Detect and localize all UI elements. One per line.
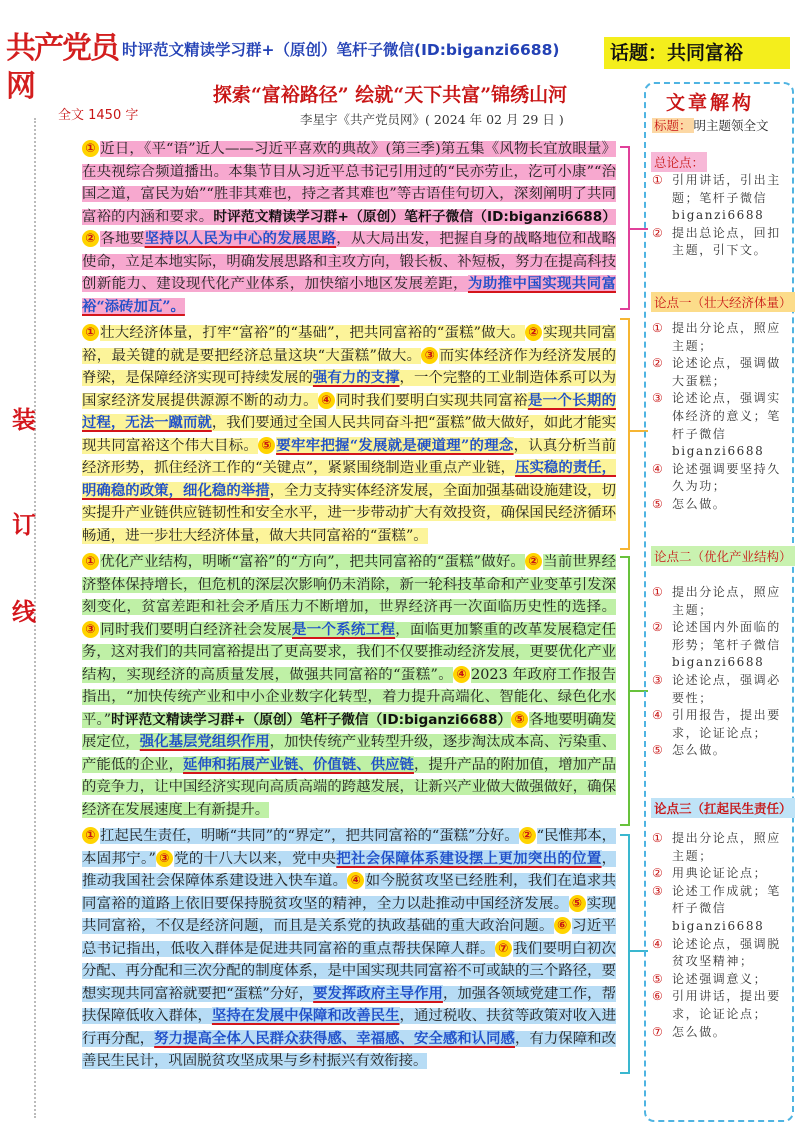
analysis-item-number: ① — [652, 831, 663, 845]
analysis-item-number: ⑤ — [652, 971, 663, 986]
analysis-item-number: ⑦ — [652, 1024, 663, 1039]
analysis-item — [652, 619, 790, 672]
key-phrase: 是一个系统工程 — [292, 620, 396, 638]
analysis-item-number: ① — [652, 321, 663, 335]
analysis-item — [652, 936, 790, 971]
analysis-item-text: 怎么做。 — [672, 496, 727, 511]
sentence-number-badge: ① — [82, 553, 99, 570]
analysis-item-text: 论述强调意义； — [672, 971, 768, 986]
key-phrase: 坚持以人民为中心的发展思路 — [144, 230, 337, 247]
section-bracket — [620, 556, 630, 826]
section-list — [652, 830, 790, 1041]
analysis-item-number: ③ — [652, 391, 663, 406]
sentence-text: ，加快传统产业转型升级，逐步淘汰成本高、污染重、产能低的企业， — [82, 734, 616, 773]
sentence-text: 2023 年政府工作报告指出，“加快传统产业和中小企业数字化转型，着力提升高端化、智能化、绿色化水平。” — [82, 666, 617, 728]
analysis-item-number: ⑤ — [652, 743, 663, 758]
analysis-item-number: ④ — [652, 936, 663, 951]
analysis-item-number: ② — [652, 356, 663, 371]
sentence-number-badge: ④ — [347, 872, 364, 889]
analysis-item-number: ① — [652, 173, 663, 187]
title-note: 明主题领全文 — [693, 118, 769, 133]
section-head-one: 论点一（壮大经济体量） — [651, 292, 795, 312]
analysis-item-text: 引用讲话，提出要求，论证论点； — [672, 989, 781, 1021]
analysis-item — [652, 1024, 790, 1042]
sentence-number-badge: ⑦ — [495, 940, 512, 957]
key-phrase: 延伸和拓展产业链、价值链、供应链 — [183, 755, 414, 773]
sentence-text: 而实体经济作为经济发展的脊梁，是保障经济实现可持续发展的 — [82, 347, 616, 386]
analysis-item-number: ④ — [652, 461, 663, 476]
key-phrase: 压实稳的责任，明确稳的政策，细化稳的举措 — [82, 459, 616, 499]
section-list — [652, 320, 790, 514]
analysis-item-text: 提出分论点，照应主题； — [672, 321, 781, 353]
section-head-total: 总论点： — [651, 152, 707, 172]
analysis-item-number: ④ — [652, 708, 663, 723]
section-bracket — [620, 146, 630, 310]
section-bracket — [620, 318, 630, 550]
sentence-text: ，加强各领域党建工作，帮扶保障低收入群体， — [82, 985, 616, 1024]
sentence-text: 当前世界经济整体保持增长，但危机的深层次影响仍未消除，新一轮科技革命和产业变革引发深刻变化，贫富差距和社会矛盾压力不断增加，世界经济再一次面临历史性的选择。 — [82, 554, 616, 615]
sentence-text: ，推动我国社会保障体系建设进入快车道。 — [82, 850, 616, 889]
sentence-text: ，面临更加繁重的改革发展稳定任务，这对我们的共同富裕提出了更高要求，我们不仅要推动经济发展，更要优化产业结构，实现经济的高质量发展，做强共同富裕的“蛋糕”。 — [82, 621, 616, 683]
sentence-number-badge: ③ — [421, 347, 438, 364]
analysis-item-text: 引用讲话，引出主题；笔杆子微信 biganzi6688 — [672, 173, 781, 223]
title-tag: 标题： — [654, 118, 692, 133]
analysis-item — [652, 742, 790, 760]
sentence-text: 优化产业结构，明晰“富裕”的“方向”，把共同富裕的“蛋糕”做好。 — [100, 554, 526, 570]
sentence-number-badge: ③ — [156, 850, 173, 867]
site-logo: 共产党员网 — [6, 31, 118, 104]
article-paragraph — [82, 138, 616, 318]
analysis-item — [652, 355, 790, 390]
analysis-item-text: 论述论点，强调做大蛋糕； — [672, 356, 781, 388]
key-phrase: 强有力的支撑 — [312, 369, 400, 386]
analysis-title: 文章解构 — [666, 92, 755, 114]
analysis-item-text: 引用报告，提出要求，论证论点； — [672, 708, 781, 740]
sentence-text: 习近平总书记指出，低收入群体是促进共同富裕的重点帮扶保障人群。 — [82, 918, 616, 957]
binding-char: 订 — [12, 511, 36, 539]
analysis-item-number: ① — [652, 585, 663, 599]
sentence-text: 各地要明确发展定位， — [82, 711, 616, 750]
analysis-item — [652, 172, 790, 225]
analysis-item — [652, 672, 790, 707]
key-phrase: 努力提高全体人民群众获得感、幸福感、安全感和认同感 — [154, 1029, 515, 1047]
sentence-text: 党的十八大以来，党中央 — [173, 850, 337, 867]
analysis-item — [652, 865, 790, 883]
sentence-text: ，我们要通过全国人民共同奋斗把“蛋糕”做大做好，如此才能实现共同富裕这个伟大目标。 — [82, 415, 616, 454]
sentence-number-badge: ② — [82, 230, 99, 247]
analysis-item-text: 论述强调要坚持久久为功； — [672, 461, 781, 494]
sentence-number-badge: ① — [82, 324, 99, 341]
sentence-text: 同时我们要明白经济社会发展 — [100, 621, 292, 638]
analysis-item-number: ② — [652, 225, 663, 240]
analysis-item — [652, 461, 790, 496]
binding-char: 装 — [12, 406, 36, 434]
sentence-number-badge: ⑤ — [511, 711, 528, 728]
analysis-item-text: 提出总论点，回扣主题，引下文。 — [672, 225, 781, 258]
sentence-number-badge: ③ — [82, 621, 99, 638]
sentence-number-badge: ① — [82, 827, 99, 844]
analysis-item-number: ③ — [652, 883, 663, 898]
analysis-item-number: ② — [652, 620, 663, 635]
sentence-number-badge: ② — [519, 827, 536, 844]
key-phrase: 要牢牢把握“发展就是硬道理”的理念 — [276, 436, 514, 454]
analysis-item-text: 论述论点，强调必要性； — [672, 672, 781, 705]
sentence-text: ，通过税收、扶贫等政策对收入进行再分配， — [82, 1008, 616, 1047]
analysis-item-text: 用典论证论点； — [672, 866, 768, 881]
key-phrase: 是一个长期的过程，无法一蹴而就 — [82, 391, 616, 431]
analysis-item — [652, 225, 790, 260]
analysis-item — [652, 971, 790, 989]
key-phrase: 强化基层党组织作用 — [139, 733, 270, 750]
sentence-number-badge: ② — [525, 553, 542, 570]
sentence-text: 实现共同富裕，不仅是经济问题，而且是关系党的执政基础的重大政治问题。 — [82, 895, 616, 934]
key-phrase: 要发挥政府主导作用 — [313, 984, 443, 1002]
promo-line: 时评范文精读学习群+（原创）笔杆子微信（ID:biganzi6688） — [213, 208, 616, 225]
analysis-item-number: ⑤ — [652, 496, 663, 511]
analysis-item-number: ② — [652, 866, 663, 881]
analysis-item — [652, 883, 790, 936]
section-list — [652, 584, 790, 760]
analysis-item-text: 怎么做。 — [672, 1024, 727, 1039]
sentence-text: ，从大局出发，把握自身的战略地位和战略使命，立足本地实际，明确发展思路和主攻方向，锻长板、补短板，努力在提高科技创新能力、建设现代化产业体系，加快缩小地区发展差距， — [82, 231, 616, 292]
sentence-number-badge: ④ — [453, 666, 470, 683]
analysis-item — [652, 320, 790, 355]
analysis-item-text: 提出分论点，照应主题； — [672, 831, 781, 863]
analysis-item-text: 论述论点，强调脱贫攻坚精神； — [672, 936, 781, 969]
sentence-text: ，全力支持实体经济发展，全面加强基础设施建设，切实提升产业链供应链韧性和安全水平，进一步带动扩大有效投资，确保国民经济循环畅通，进一步壮大经济体量，做大共同富裕的“蛋糕”。 — [82, 482, 616, 544]
sentence-number-badge: ① — [82, 140, 99, 157]
sentence-number-badge: ⑤ — [258, 437, 275, 454]
analysis-item — [652, 830, 790, 865]
key-phrase: 坚持在发展中保障和改善民生 — [211, 1007, 400, 1024]
promo-line: 时评范文精读学习群+（原创）笔杆子微信（ID:biganzi6688） — [111, 711, 512, 728]
analysis-item — [652, 496, 790, 514]
word-count: 全文 1450 字 — [58, 108, 139, 123]
sentence-number-badge: ⑥ — [554, 917, 571, 934]
article-paragraph — [82, 322, 616, 547]
article-paragraph — [82, 551, 616, 821]
binding-char: 线 — [12, 598, 36, 626]
sentence-text: 同时我们要明白实现共同富裕 — [335, 392, 528, 409]
analysis-item — [652, 707, 790, 742]
analysis-item — [652, 390, 790, 460]
sentence-text: 如今脱贫攻坚已经胜利，我们在追求共同富裕的道路上依旧要保持脱贫攻坚的精神，全力以赴推动中国经济发展。 — [82, 873, 616, 912]
sentence-text: “民惟邦本，本固邦宁。” — [82, 828, 617, 867]
analysis-item — [652, 584, 790, 619]
sentence-text: ，认真分析当前经济形势，抓住经济工作的“关键点”，紧紧围绕制造业重点产业链， — [82, 437, 616, 476]
sentence-text: 扛起民生责任，明晰“共同”的“界定”，把共同富裕的“蛋糕”分好。 — [100, 828, 519, 844]
analysis-subtitle — [652, 116, 769, 134]
topic-label: 话题：共同富裕 — [604, 37, 790, 69]
article-body — [82, 138, 616, 1077]
analysis-item-number: ⑥ — [652, 989, 663, 1004]
analysis-item-text: 提出分论点，照应主题； — [672, 585, 781, 617]
section-head-two: 论点二（优化产业结构） — [651, 546, 795, 566]
sentence-text: ，有力保障和改善民生民计，巩固脱贫攻坚成果与乡村振兴有效衔接。 — [82, 1030, 616, 1069]
sentence-number-badge: ④ — [318, 392, 335, 409]
article-title: 探索“富裕路径” 绘就“天下共富”锦绣山河 — [212, 84, 568, 106]
sentence-text: 近日，《平“语”近人——习近平喜欢的典故》(第三季)第五集《风物长宜放眼量》在央视综合频道播出。本集节目从习近平总书记引用过的“民亦劳止，汔可小康”“治国之道，富民为始”“胜非其难也，持之者其难也”等古语佳句切入，深刻阐明了共同富裕的内涵和要求。 — [82, 141, 616, 225]
sentence-text: 实现共同富裕，最关键的就是要把经济总量这块“大蛋糕”做大。 — [82, 325, 616, 364]
sentence-text: 各地要 — [100, 231, 145, 247]
analysis-item-text: 论述工作成就；笔杆子微信 biganzi6688 — [672, 883, 781, 933]
section-head-three: 论点三（扛起民生责任） — [651, 798, 795, 818]
sentence-number-badge: ⑤ — [569, 895, 586, 912]
analysis-item-number: ③ — [652, 672, 663, 687]
analysis-item — [652, 988, 790, 1023]
sentence-text: ，一个完整的工业制造体系可以为国家经济发展提供源源不断的动力。 — [82, 370, 616, 409]
article-paragraph — [82, 825, 616, 1073]
section-list — [652, 172, 790, 260]
sentence-text: 我们要明白初次分配、再分配和三次分配的制度体系，是中国实现共同富裕不可或缺的三个路径，要想实现共同富裕就要把“蛋糕”分好， — [82, 940, 616, 1002]
sentence-text: 壮大经济体量，打牢“富裕”的“基础”，把共同富裕的“蛋糕”做大。 — [100, 325, 526, 341]
key-phrase: 为助推中国实现共同富裕“添砖加瓦”。 — [82, 275, 616, 315]
promo-banner: 时评范文精读学习群+（原创）笔杆子微信(ID:biganzi6688) — [122, 41, 560, 59]
key-phrase: 把社会保障体系建设摆上更加突出的位置 — [336, 849, 602, 867]
analysis-item-text: 论述论点，强调实体经济的意义；笔杆子微信 biganzi6688 — [672, 391, 781, 459]
sentence-text: ，提升产品的附加值，增加产品的竞争力，让中国经济实现向高质高端的跨越发展，让新兴产业做大做强做好，确保经济在发展速度上有新提升。 — [82, 756, 616, 818]
sentence-number-badge: ② — [525, 324, 542, 341]
analysis-item-text: 怎么做。 — [672, 743, 727, 758]
section-bracket — [620, 834, 630, 1074]
analysis-item-text: 论述国内外面临的形势；笔杆子微信 biganzi6688 — [672, 620, 781, 670]
article-byline: 李星宇《共产党员网》( 2024 年 02 月 29 日 ) — [300, 112, 564, 127]
